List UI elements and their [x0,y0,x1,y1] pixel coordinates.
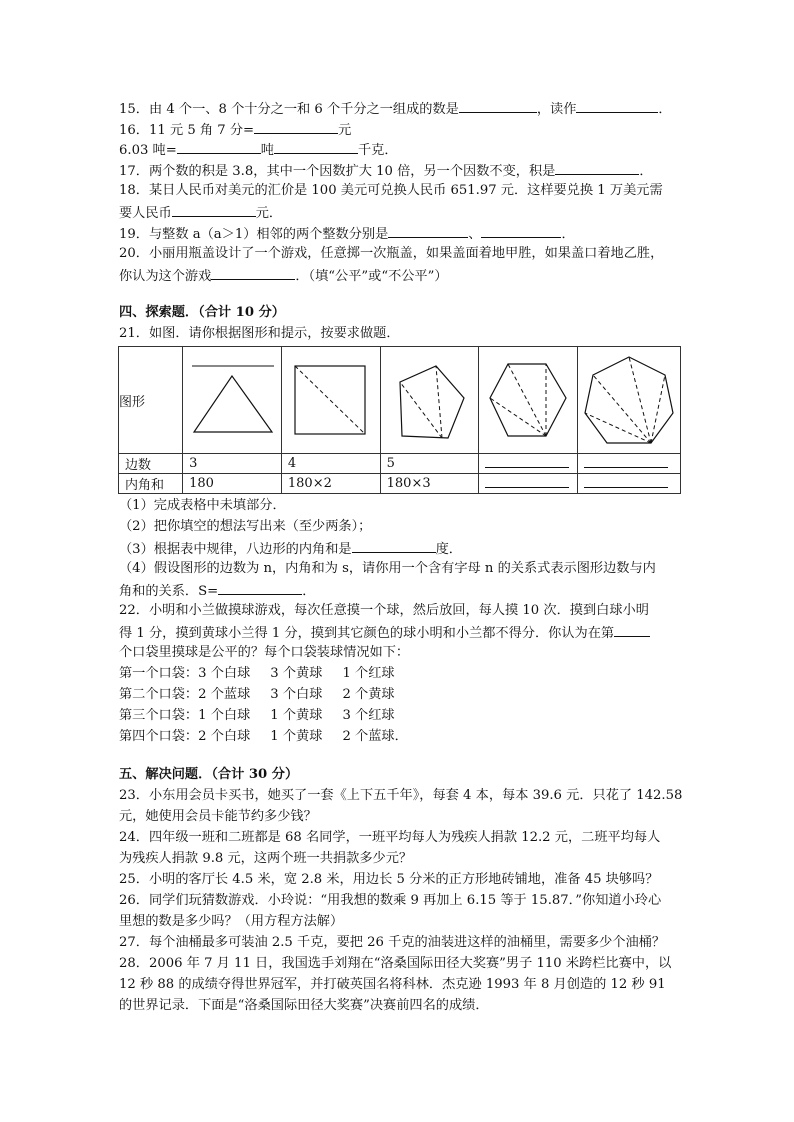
question-28: 28．2006 年 7 月 11 日，我国选手刘翔在“洛桑国际田径大奖赛”男子 110 米跨栏比赛中，以 [119,956,672,971]
heptagon-figure [578,347,681,454]
answer-blank [555,162,639,175]
pocket-1: 第一个口袋：3 个白球 3 个黄球 1 个红球 [119,666,395,681]
answer-blank [614,624,650,637]
figure-row [119,347,681,454]
answer-blank [211,267,295,280]
row-label-sides: 边数 [119,454,183,474]
question-16-part-2: 6.03 吨= 吨 千克． [119,143,398,158]
q21-item-4: （4）假设图形的边数为 n，内角和为 s，请你用一个含有字母 n 的关系式表示图形边数与内 [119,561,656,576]
answer-blank [576,100,658,113]
question-19: 19．与整数 a（a＞1）相邻的两个整数分别是 、 ． [119,227,575,242]
answer-blank [459,100,537,113]
answer-blank [584,455,668,468]
sides-cell: 5 [380,454,479,474]
hexagon-figure [479,347,578,454]
question-26: 26．同学们玩猜数游戏．小玲说：“用我想的数乘 9 再加上 6.15 等于 15.87．”你知道小玲心 [119,893,662,908]
question-23-line-2: 元，她使用会员卡能节约多少钱？ [119,809,317,824]
question-23: 23．小东用会员卡买书，她买了一套《上下五千年》，每套 4 本，每本 39.6 元．只花了 142.58 [119,788,683,803]
q21-item-2: （2）把你填空的想法写出来（至少两条）； [119,519,372,534]
question-20: 20．小丽用瓶盖设计了一个游戏，任意掷一次瓶盖，如果盖面着地甲胜，如果盖口着地乙胜， [119,246,664,261]
answer-blank [584,475,668,488]
answer-blank [388,225,468,238]
question-26-line-2: 里想的数是多少吗？（用方程方法解） [119,914,344,929]
question-24: 24．四年级一班和二班都是 68 名同学，一班平均每人为残疾人捐款 12.2 元，二班平均每人 [119,830,661,845]
answer-blank [485,475,569,488]
square-figure [281,347,380,454]
pentagon-figure [380,347,479,454]
question-21: 21．如图．请你根据图形和提示，按要求做题． [119,326,400,341]
question-22: 22．小明和小兰做摸球游戏，每次任意摸一个球，然后放回，每人摸 10 次．摸到白球小明 [119,603,649,618]
answer-blank [274,141,358,154]
pocket-3: 第三个口袋：1 个白球 1 个黄球 3 个红球 [119,708,395,723]
row-label-angle-sum: 内角和 [119,474,183,494]
question-28-line-2: 12 秒 88 的成绩夺得世界冠军，并打破英国名将科林．杰克逊 1993 年 8 月创造的 12 秒 91 [119,977,666,992]
sides-blank-cell[interactable] [479,454,578,474]
angle-blank-cell[interactable] [578,474,681,494]
q21-item-1: （1）完成表格中未填部分． [119,498,286,513]
pocket-2: 第二个口袋：2 个蓝球 3 个白球 2 个黄球 [119,687,395,702]
angle-cell: 180×2 [281,474,380,494]
sides-row [119,454,681,474]
answer-blank [172,204,256,217]
q21-item-4-line-2: 角和的关系．S= ． [119,584,316,599]
answer-blank [177,141,261,154]
answer-blank [254,121,338,134]
q21-item-3: （3）根据表中规律，八边形的内角和是 度． [119,542,462,557]
sides-cell: 4 [281,454,380,474]
angle-cell: 180×3 [380,474,479,494]
question-15: 15．由 4 个一、8 个十分之一和 6 个千分之一组成的数是 ，读作 ． [119,102,672,117]
question-16: 16．11 元 5 角 7 分= 元 [119,123,352,138]
question-18-line-2: 要人民币 元． [119,206,283,221]
answer-blank [218,582,302,595]
row-label-figure: 图形 [119,347,183,454]
answer-blank [352,540,436,553]
polygon-table [118,346,681,494]
answer-blank [485,455,569,468]
question-20-line-2: 你认为这个游戏 ．（填“公平”或“不公平”） [119,269,448,284]
question-24-line-2: 为残疾人捐款 9.8 元，这两个班一共捐款多少元？ [119,851,413,866]
angle-blank-cell[interactable] [479,474,578,494]
answer-blank [481,225,561,238]
triangle-figure [183,347,282,454]
angle-sum-row [119,474,681,494]
question-18: 18．某日人民币对美元的汇价是 100 美元可兑换人民币 651.97 元．这样要兑换 1 万美元需 [119,183,663,198]
question-25: 25．小明的客厅长 4.5 米，宽 2.8 米，用边长 5 分米的正方形地砖铺地，准备 45 块够吗？ [119,872,659,887]
sides-cell: 3 [183,454,282,474]
pocket-4: 第四个口袋：2 个白球 1 个黄球 2 个蓝球． [119,729,408,744]
question-28-line-3: 的世界记录．下面是“洛桑国际田径大奖赛”决赛前四名的成绩． [119,998,489,1013]
question-17: 17．两个数的积是 3.8，其中一个因数扩大 10 倍，另一个因数不变，积是 ． [119,164,653,179]
question-27: 27．每个油桶最多可装油 2.5 千克，要把 26 千克的油装进这样的油桶里，需要多少个油桶？ [119,935,666,950]
section-4-heading: 四、探索题．（合计 10 分） [119,305,285,320]
angle-cell: 180 [183,474,282,494]
sides-blank-cell[interactable] [578,454,681,474]
question-22-line-2: 得 1 分，摸到黄球小兰得 1 分，摸到其它颜色的球小明和小兰都不得分．你认为在第 [119,624,650,642]
section-5-heading: 五、解决问题．（合计 30 分） [119,767,299,782]
question-22-line-3: 个口袋里摸球是公平的？每个口袋装球情况如下： [119,645,410,660]
